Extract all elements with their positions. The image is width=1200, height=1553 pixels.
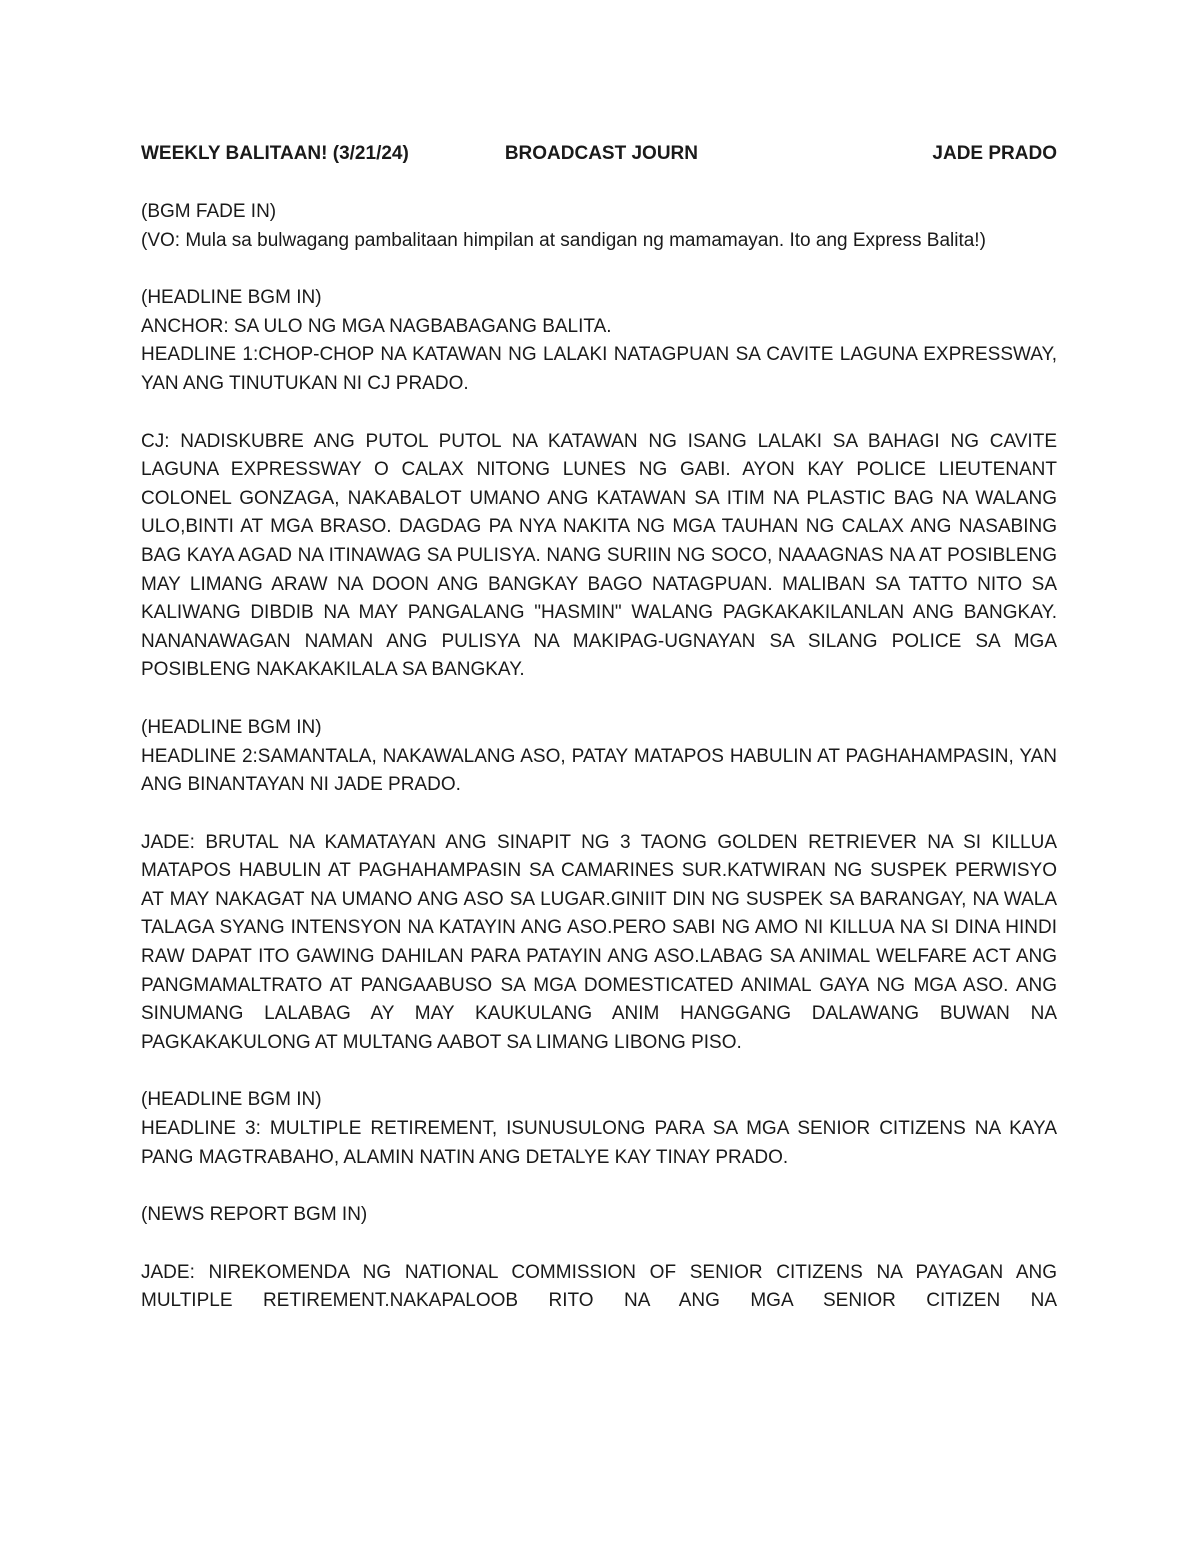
intro-bgm: (BGM FADE IN) — [141, 201, 277, 222]
headline1-title: HEADLINE 1:CHOP-CHOP NA KATAWAN NG LALAKI NATAGPUAN SA CAVITE LAGUNA EXPRESSWAY, YAN ANG TINUTUKAN NI CJ PRADO. — [141, 344, 1057, 394]
header-subject: BROADCAST JOURN — [504, 143, 698, 164]
intro-voiceover: (VO: Mula sa bulwagang pambalitaan himpilan at sandigan ng mamamayan. Ito ang Express Balita!) — [141, 229, 986, 251]
headline2-bgm: (HEADLINE BGM IN) — [141, 716, 322, 738]
headline3-bgm: (HEADLINE BGM IN) — [141, 1089, 322, 1111]
headline2-title: HEADLINE 2:SAMANTALA, NAKAWALANG ASO, PATAY MATAPOS HABULIN AT PAGHAHAMPASIN, YAN ANG BINANTAYAN NI JADE PRADO. — [141, 745, 1057, 796]
news-report-bgm: (NEWS REPORT BGM IN) — [141, 1204, 368, 1226]
header-title: WEEKLY BALITAAN! (3/21/24) — [141, 143, 409, 164]
headline3-title: HEADLINE 3: MULTIPLE RETIREMENT, ISUNUSULONG PARA SA MGA SENIOR CITIZENS NA KAYA PANG MAGTRABAHO, ALAMIN NATIN ANG DETALYE KAY TINAY PRADO. — [141, 1118, 1057, 1168]
anchor-line: ANCHOR: SA ULO NG MGA NAGBABAGANG BALITA. — [141, 315, 612, 337]
report1-body: CJ: NADISKUBRE ANG PUTOL PUTOL NA KATAWAN NG ISANG LALAKI SA BAHAGI NG CAVITE LAGUNA EXPRESSWAY O CALAX NITONG LUNES NG GABI. AYON KAY POLICE LIEUTENANT COLONEL GONZAGA, NAKABALOT UMANO ANG KATAWAN SA ITIM NA PLASTIC BAG NA WALANG ULO,BINTI AT MGA BRASO. DAGDAG PA NYA NAKITA NG MGA TAUHAN NG CALAX ANG NASABING BAG KAYA AGAD NA ITINAWAG SA PULISYA. NANG SURIIN NG SOCO, NAAAGNAS NA AT POSIBLENG MAY LIMANG ARAW NA DOON ANG BANGKAY BAGO NATAGPUAN. MALIBAN SA TATTO NITO SA KALIWANG DIBDIB NA MAY PANGALANG "HASMIN" WALANG PAGKAKAKILANLAN ANG BANGKAY. NANANAWAGAN NAMAN ANG PULISYA NA MAKIPAG-UGNAYAN SA SILANG POLICE SA MGA POSIBLENG NAKAKAKILALA SA BANGKAY. — [141, 430, 1057, 681]
header-author: JADE PRADO — [932, 143, 1057, 164]
report3-body: JADE: NIREKOMENDA NG NATIONAL COMMISSION OF SENIOR CITIZENS NA PAYAGAN ANG MULTIPLE RETIREMENT.NAKAPALOOB RITO NA ANG MGA SENIOR CITIZEN NA — [141, 1261, 1057, 1312]
report2-body: JADE: BRUTAL NA KAMATAYAN ANG SINAPIT NG 3 TAONG GOLDEN RETRIEVER NA SI KILLUA MATAPOS HABULIN AT PAGHAHAMPASIN SA CAMARINES SUR.KATWIRAN NG SUSPEK PERWISYO AT MAY NAKAGAT NA UMANO ANG ASO SA LUGAR.GINIIT DIN NG SUSPEK SA BARANGAY, NA WALA TALAGA SYANG INTENSYON NA KATAYIN ANG ASO.PERO SABI NG AMO NI KILLUA NA SI DINA HINDI RAW DAPAT ITO GAWING DAHILAN PARA PATAYIN ANG ASO.LABAG SA ANIMAL WELFARE ACT ANG PANGMAMALTRATO AT PANGAABUSO SA MGA DOMESTICATED ANIMAL GAYA NG MGA ASO. ANG SINUMANG LALABAG AY MAY KAUKULANG ANIM HANGGANG DALAWANG BUWAN NA PAGKAKAKULONG AT MULTANG AABOT SA LIMANG LIBONG PISO. — [141, 831, 1057, 1053]
headline1-bgm: (HEADLINE BGM IN) — [141, 287, 322, 309]
document-header — [141, 140, 1057, 168]
document-page — [141, 140, 1057, 1316]
